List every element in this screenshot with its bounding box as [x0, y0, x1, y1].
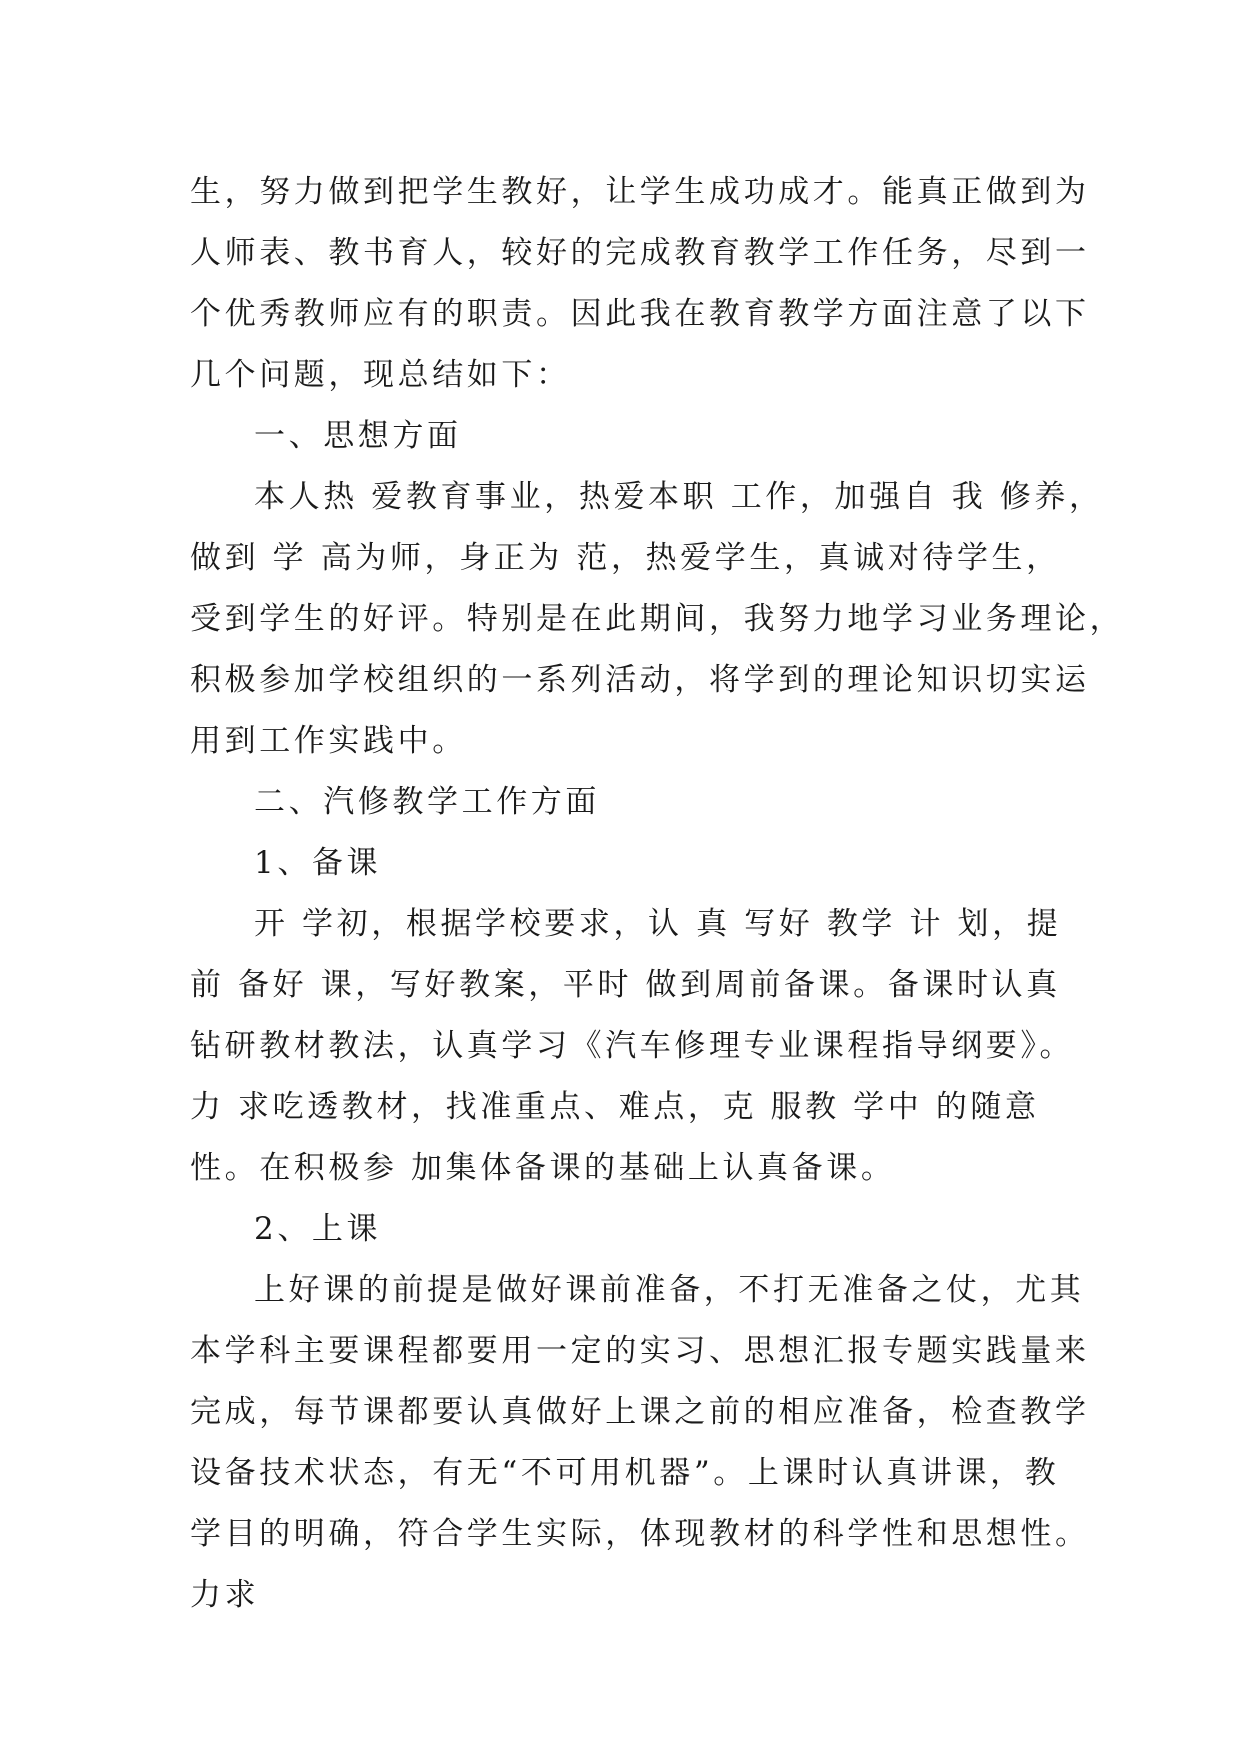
text-line: 受到学生的好评。特别是在此期间，我努力地学习业务理论， — [190, 601, 1125, 637]
text-line: 本学科主要课程都要用一定的实习、思想汇报专题实践量来 — [190, 1333, 1090, 1369]
text-line: 积极参加学校组织的一系列活动，将学到的理论知识切实运 — [190, 662, 1090, 698]
text-line: 做到 学 高为师，身正为 范，热爱学生，真诚对待学生， — [190, 540, 1061, 576]
text-line: 力 求吃透教材，找准重点、难点，克 服教 学中 的随意 — [190, 1089, 1040, 1125]
text-line: 个优秀教师应有的职责。因此我在教育教学方面注意了以下 — [190, 296, 1090, 332]
section-heading: 一、思想方面 — [254, 418, 462, 454]
text-line: 完成，每节课都要认真做好上课之前的相应准备，检查教学 — [190, 1394, 1090, 1430]
text-line: 钻研教材教法，认真学习《汽车修理专业课程指导纲要》。 — [190, 1028, 1075, 1064]
text-line: 生，努力做到把学生教好，让学生成功成才。能真正做到为 — [190, 174, 1090, 210]
text-line: 设备技术状态，有无“不可用机器”。上课时认真讲课，教 — [190, 1455, 1060, 1491]
subsection-heading: 2、上课 — [254, 1211, 382, 1247]
section-heading: 二、汽修教学工作方面 — [254, 784, 600, 820]
text-line: 几个问题，现总结如下： — [190, 357, 571, 393]
paragraph-first-line: 上好课的前提是做好课前准备，不打无准备之仗，尤其 — [254, 1272, 1085, 1308]
paragraph-first-line: 开 学初，根据学校要求，认 真 写好 教学 计 划，提 — [254, 906, 1062, 942]
text-line: 人师表、教书育人，较好的完成教育教学工作任务，尽到一 — [190, 235, 1090, 271]
text-line: 学目的明确，符合学生实际，体现教材的科学性和思想性。 — [190, 1516, 1090, 1552]
text-line: 用到工作实践中。 — [190, 723, 467, 759]
paragraph-first-line: 本人热 爱教育事业，热爱本职 工作，加强自 我 修养， — [254, 479, 1104, 515]
document-body — [190, 162, 1125, 1626]
text-line: 前 备好 课，写好教案，平时 做到周前备课。备课时认真 — [190, 967, 1061, 1003]
subsection-heading: 1、备课 — [254, 845, 382, 881]
text-line: 力求 — [190, 1577, 260, 1613]
text-line: 性。在积极参 加集体备课的基础上认真备课。 — [190, 1150, 896, 1186]
